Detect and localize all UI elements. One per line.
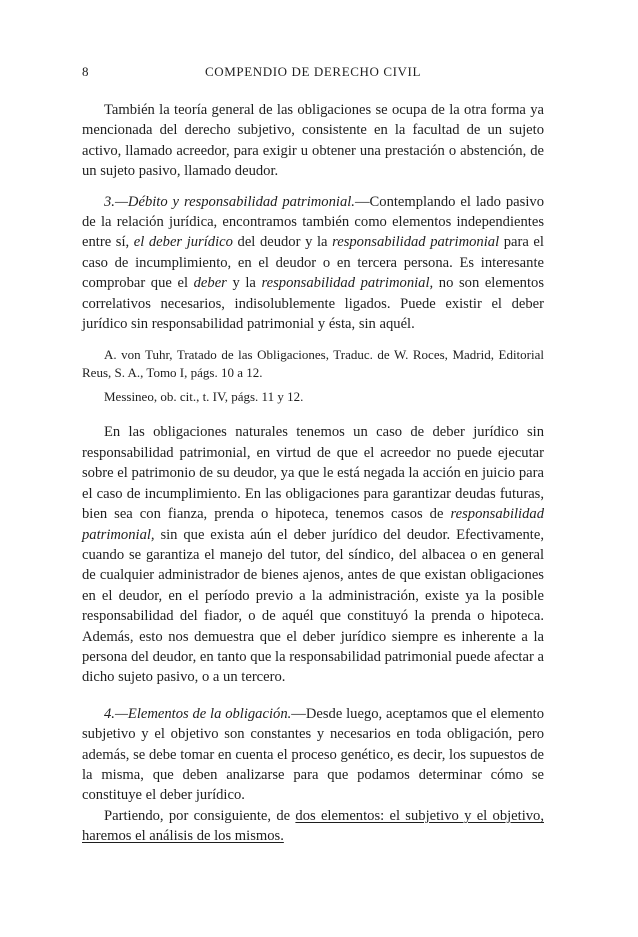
paragraph-partiendo xyxy=(82,806,544,847)
section-3-italic-deber: deber xyxy=(193,275,227,292)
bibliographic-references xyxy=(82,346,544,406)
underlined-phrase: dos elementos: el subjetivo y el objetivo, haremos el análisis de los mismos. xyxy=(82,807,544,845)
page-header xyxy=(82,64,544,84)
paragraph-4-text-b: sin que exista aún el deber jurídico del deudor. Efectivamente, cuando se garantiza el manejo del tutor, del síndico, del albacea o en general de cualquier administrador de bienes ajenos, antes de que existan obligaciones en el deudor, en el período previo a la administración, existe ya la posible responsabilidad del fiador, o de aquél que constituyó la prenda o hipoteca. Además, esto nos demuestra que el deber jurídico siempre es inherente a la persona del deudor, en tanto que la responsabilidad patrimonial puede afectar a dicho sujeto pasivo, o a un tercero. xyxy=(82,526,544,686)
section-3-text-d: y la xyxy=(226,275,262,292)
section-4-text: —Desde luego, aceptamos que el elemento subjetivo y el objetivo son constantes y necesarios en toda obligación, pero además, se debe tomar en cuenta el proceso genético, es decir, los supuestos de la misma, que deben analizarse para que podamos determinar cómo se constituye el deber jurídico. xyxy=(82,705,544,804)
section-3-text-e: no son elementos correlativos necesarios, indisolublemente ligados. Puede existir el deber jurídico sin responsabilidad patrimonial y ésta, sin aquél. xyxy=(82,275,544,333)
section-3-text-b: del deudor y la xyxy=(232,234,333,251)
page-body xyxy=(82,100,544,847)
paragraph-4-italic: responsabilidad patrimonial, xyxy=(82,506,544,543)
reference-messineo: Messineo, ob. cit., t. IV, págs. 11 y 12. xyxy=(104,389,304,405)
page-number: 8 xyxy=(82,64,90,79)
section-3-italic-deber-juridico: el deber jurídico xyxy=(133,234,233,251)
reference-von-tuhr: A. von Tuhr, Tratado de las Obligaciones, Traduc. de W. Roces, Madrid, Editorial Reus, S. A., Tomo I, págs. 10 a 12. xyxy=(82,347,544,381)
paragraph-natural-obligations xyxy=(82,422,544,687)
paragraph-theory-obligations: También la teoría general de las obligaciones se ocupa de la otra forma ya mencionada del derecho subjetivo, consistente en la facultad de un sujeto activo, llamado acreedor, para exigir u obtener una prestación o abstención, de un sujeto pasivo, llamado deudor. xyxy=(82,102,544,180)
section-elementos-obligacion xyxy=(82,704,544,806)
section-3-text-c: para el caso de incumplimiento, en el deudor o en tercera persona. Es interesante comprobar que el xyxy=(82,234,544,292)
section-3-italic-responsabilidad-2: responsabilidad patrimonial, xyxy=(261,275,434,292)
paragraph-6-text: Partiendo, por consiguiente, de xyxy=(104,807,296,824)
section-3-heading: 3.—Débito y responsabilidad patrimonial. xyxy=(104,193,355,210)
paragraph-4-text-a: En las obligaciones naturales tenemos un caso de deber jurídico sin responsabilidad patrimonial, en virtud de que el acreedor no puede ejecutar sobre el patrimonio de su deudor, ya que le está negada la acción en juicio para el caso de incumplimiento. En las obligaciones para garantizar deudas futuras, bien sea con fianza, prenda o hipoteca, tenemos casos de xyxy=(82,424,544,523)
running-title: COMPENDIO DE DERECHO CIVIL xyxy=(204,64,421,79)
section-3-text-a: —Contemplando el lado pasivo de la relación jurídica, encontramos también como elementos independientes entre sí, xyxy=(82,193,544,251)
section-debito-responsabilidad xyxy=(82,192,544,335)
section-4-heading: 4.—Elementos de la obligación. xyxy=(104,705,292,722)
section-3-italic-responsabilidad: responsabilidad patrimonial xyxy=(332,234,500,251)
